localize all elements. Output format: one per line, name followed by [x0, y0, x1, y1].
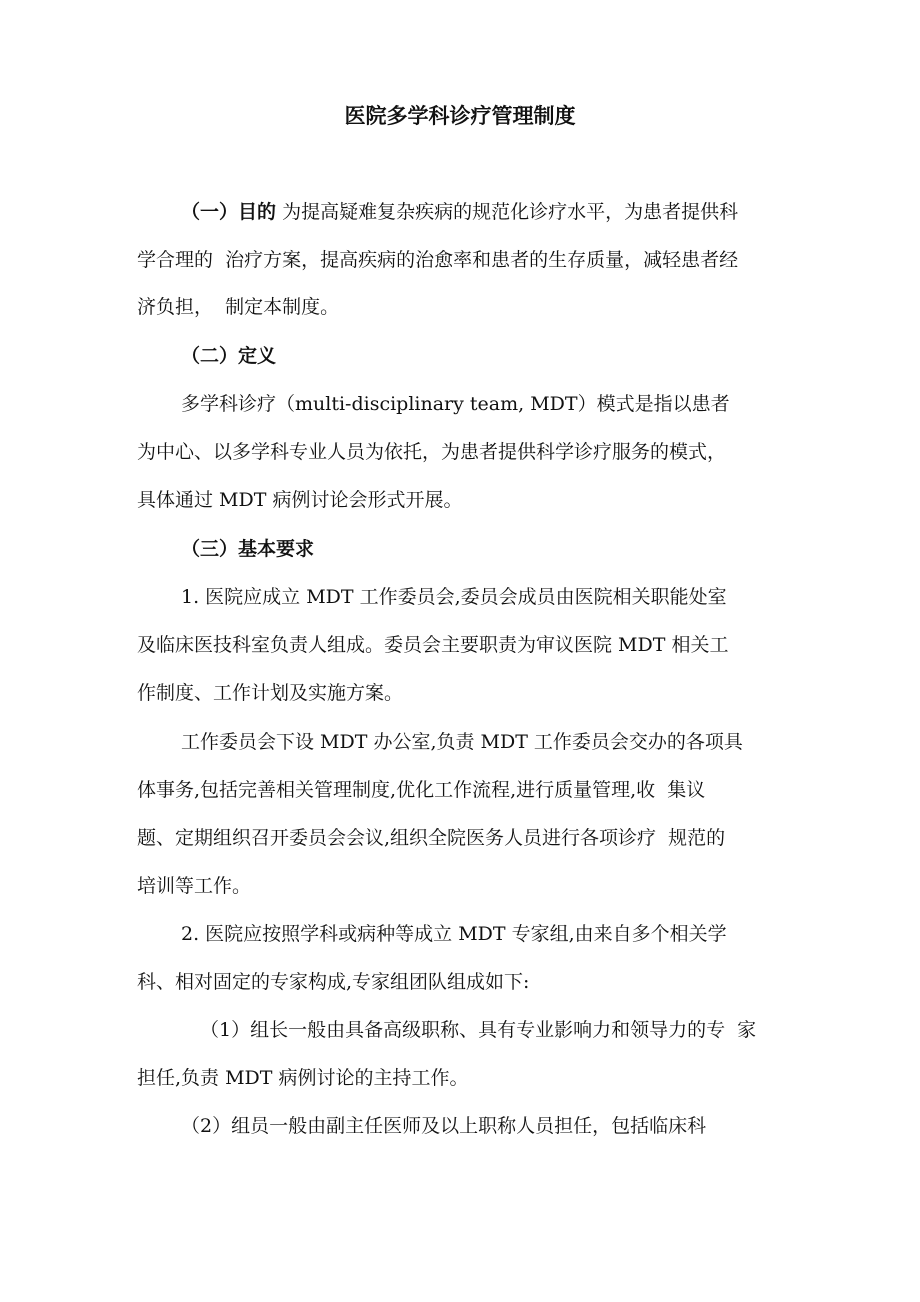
section-1-heading: （一）目的 — [181, 201, 277, 223]
section-3-para-3-line-1: 2. 医院应按照学科或病种等成立 MDT 专家组,由来自多个相关学 — [181, 923, 727, 945]
section-3-para-1-line-1: 1. 医院应成立 MDT 工作委员会,委员会成员由医院相关职能处室 — [181, 586, 727, 608]
section-3-para-4-line-1: （1）组长一般由具备高级职称、具有专业影响力和领导力的专 家 — [200, 1019, 757, 1041]
section-3-para-2-line-2: 体事务,包括完善相关管理制度,优化工作流程,进行质量管理,收 集议 — [137, 779, 706, 801]
section-2-line-3: 具体通过 MDT 病例讨论会形式开展。 — [137, 489, 463, 511]
section-3-para-3-line-2: 科、相对固定的专家构成,专家组团队组成如下: — [137, 971, 530, 993]
section-3-para-2-line-1: 工作委员会下设 MDT 办公室,负责 MDT 工作委员会交办的各项具 — [181, 731, 743, 753]
section-1-line-3: 济负担， 制定本制度。 — [137, 296, 340, 318]
section-3-para-1-line-3: 作制度、工作计划及实施方案。 — [137, 682, 404, 704]
document-title: 医院多学科诊疗管理制度 — [344, 104, 576, 128]
section-3-para-4-line-2: 担任,负责 MDT 病例讨论的主持工作。 — [137, 1067, 469, 1089]
section-3-para-5-line-1: （2）组员一般由副主任医师及以上职称人员担任，包括临床科 — [181, 1115, 707, 1137]
section-3-para-2-line-3: 题、定期组织召开委员会会议,组织全院医务人员进行各项诊疗 规范的 — [137, 827, 726, 849]
section-2-heading: （二）定义 — [181, 345, 277, 367]
section-1-text: 为提高疑难复杂疾病的规范化诊疗水平，为患者提供科 — [282, 201, 739, 223]
section-1-first-line — [181, 196, 738, 228]
section-3-para-1-line-2: 及临床医技科室负责人组成。委员会主要职责为审议医院 MDT 相关工 — [137, 634, 729, 656]
section-3-para-2-line-4: 培训等工作。 — [137, 875, 252, 897]
section-3-heading: （三）基本要求 — [181, 538, 315, 560]
section-2-line-2: 为中心、以多学科专业人员为依托，为患者提供科学诊疗服务的模式， — [137, 441, 727, 463]
section-2-line-1: 多学科诊疗（multi-disciplinary team, MDT）模式是指以患者 — [181, 393, 730, 415]
section-1-line-2: 学合理的 治疗方案，提高疾病的治愈率和患者的生存质量，减轻患者经 — [137, 249, 739, 271]
